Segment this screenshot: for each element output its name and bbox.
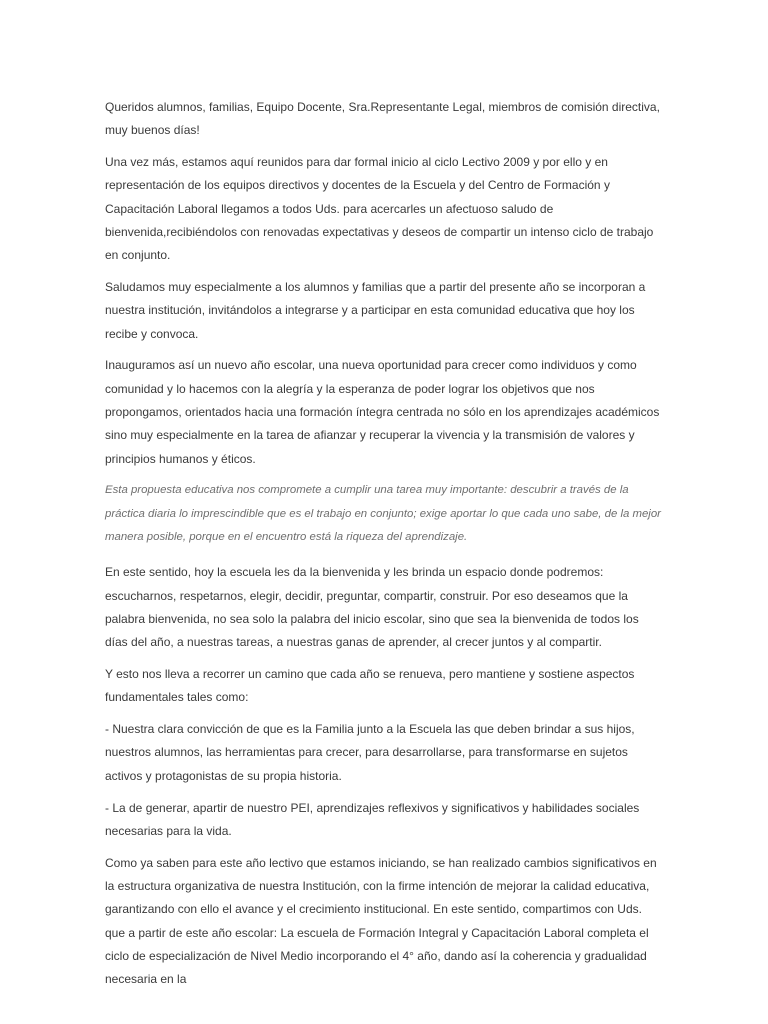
- changes-paragraph: Como ya saben para este año lectivo que estamos iniciando, se han realizado cambios significativos en la estructura organizativa de nuestra Institución, con la firme intención de mejorar la calidad educativa, garantizando con ello el avance y el crecimiento institucional. En este sentido, compartimos con Uds. que a partir de este año escolar: La escuela de Formación Integral y Capacitación Laboral completa el ciclo de especialización de Nivel Medio incorporando el 4° año, dando así la coherencia y gradualidad necesaria en la: [105, 855, 657, 987]
- aspects-intro-paragraph: Y esto nos lleva a recorrer un camino que cada año se renueva, pero mantiene y sostiene aspectos fundamentales tales como:: [105, 667, 635, 705]
- document-body: [105, 96, 663, 1000]
- quote-paragraph: Esta propuesta educativa nos compromete a cumplir una tarea muy importante: descubrir a través de la práctica diaria lo imprescindible que es el trabajo en conjunto; exige aportar lo que cada uno sabe, de la mejor manera posible, porque en el encuentro está la riqueza del aprendizaje.: [105, 484, 661, 544]
- greeting-paragraph: Queridos alumnos, familias, Equipo Docente, Sra.Representante Legal, miembros de comisión directiva, muy buenos días!: [105, 100, 660, 138]
- welcome-meaning-paragraph: En este sentido, hoy la escuela les da la bienvenida y les brinda un espacio donde podremos: escucharnos, respetarnos, elegir, decidir, preguntar, compartir, construir. Por eso deseamos que la palabra bienvenida, no sea solo la palabra del inicio escolar, sino que sea la bienvenida de todos los días del año, a nuestras tareas, a nuestras ganas de aprender, al crecer juntos y al compartir.: [105, 565, 639, 650]
- family-conviction-item: - Nuestra clara convicción de que es la Familia junto a la Escuela las que deben brindar a sus hijos, nuestros alumnos, las herramientas para crecer, para desarrollarse, para transformarse en sujetos activos y protagonistas de su propia historia.: [105, 722, 635, 783]
- pei-item: - La de generar, apartir de nuestro PEI, aprendizajes reflexivos y significativos y habilidades sociales necesarias para la vida.: [105, 800, 640, 838]
- intro-paragraph: Una vez más, estamos aquí reunidos para dar formal inicio al ciclo Lectivo 2009 y por ello y en representación de los equipos directivos y docentes de la Escuela y del Centro de Formación y Capacitación Laboral llegamos a todos Uds. para acercarles un afectuoso saludo de bienvenida,recibiéndolos con renovadas expectativas y deseos de compartir un intenso ciclo de trabajo en conjunto.: [105, 155, 654, 263]
- welcome-new-students-paragraph: Saludamos muy especialmente a los alumnos y familias que a partir del presente año se incorporan a nuestra institución, invitándolos a integrarse y a participar en esta comunidad educativa que hoy los recibe y convoca.: [105, 280, 646, 341]
- school-year-paragraph: Inauguramos así un nuevo año escolar, una nueva oportunidad para crecer como individuos y como comunidad y lo hacemos con la alegría y la esperanza de poder lograr los objetivos que nos propongamos, orientados hacia una formación íntegra centrada no sólo en los aprendizajes académicos sino muy especialmente en la tarea de afianzar y recuperar la vivencia y la transmisión de valores y principios humanos y éticos.: [105, 358, 660, 466]
